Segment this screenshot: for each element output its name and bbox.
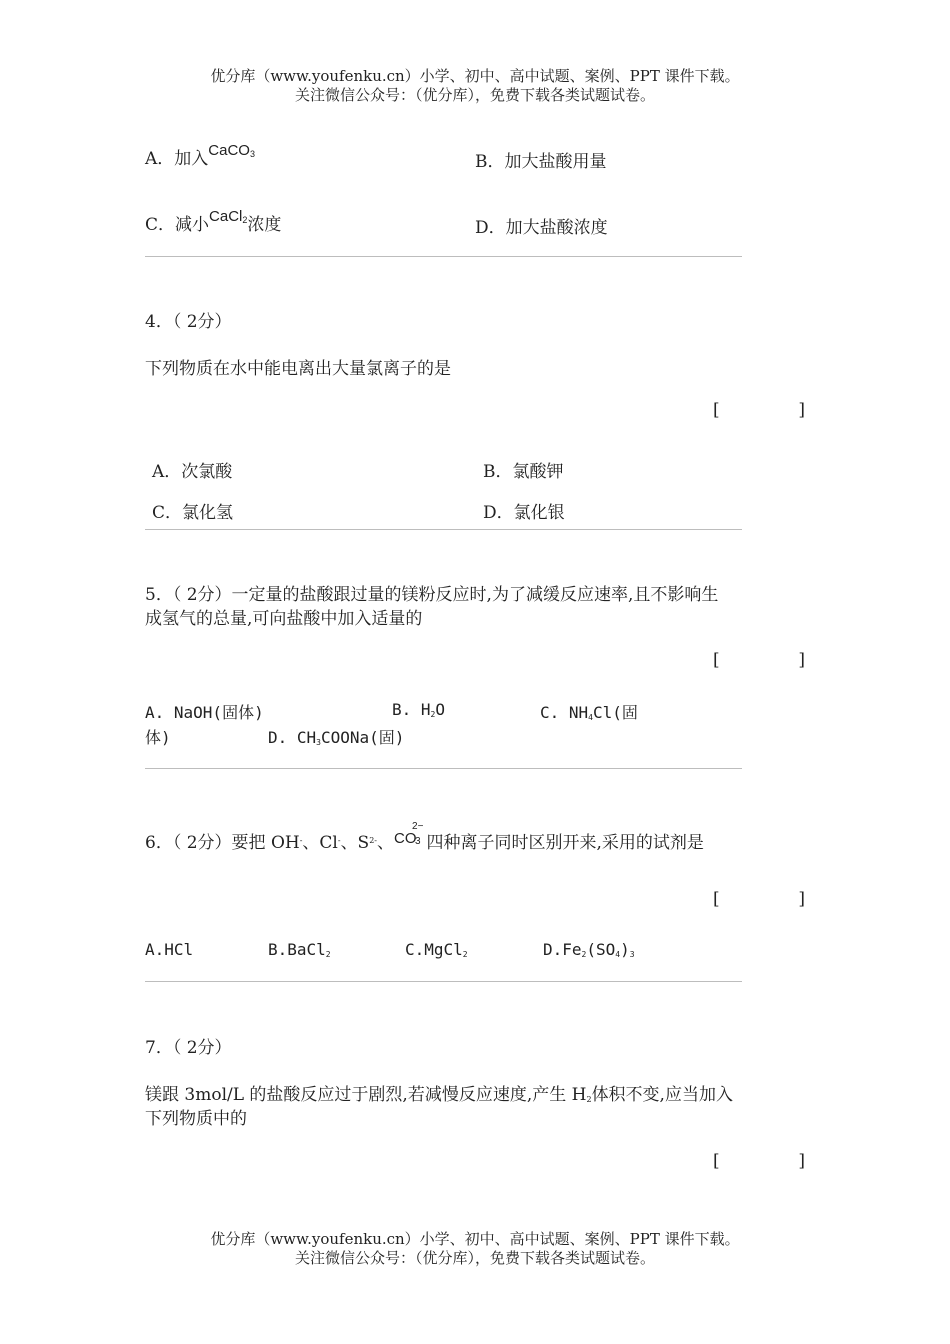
formula-subscript: 2	[242, 215, 248, 225]
bracket-open: [	[713, 650, 720, 670]
q3-option-a-label: A．加入	[145, 149, 209, 169]
formula-text: CO	[394, 830, 417, 847]
formula-text: (SO	[586, 940, 616, 959]
q5-stem-line-2: 成氢气的总量,可向盐酸中加入适量的	[145, 609, 423, 629]
q6-stem-text: 6．（ 2分）要把 OH	[145, 833, 300, 853]
ion-charge: 2−	[412, 821, 424, 832]
q6-option-c-label: C.MgCl	[405, 940, 463, 959]
header-line-2: 关注微信公众号：（优分库），免费下载各类试题试卷。	[294, 86, 655, 104]
q7-stem-line-1	[145, 1080, 733, 1105]
q5-option-d	[268, 725, 404, 748]
formula-text: O	[435, 700, 445, 719]
formula-subscript: 2	[430, 710, 436, 719]
formula-subscript: 3	[415, 836, 421, 847]
footer-line-2: 关注微信公众号：（优分库），免费下载各类试题试卷。	[294, 1249, 655, 1267]
q4-option-b: B．氯酸钾	[483, 462, 564, 482]
bracket-close: ]	[798, 400, 805, 420]
formula-subscript: 3	[249, 149, 255, 159]
q3-option-d: D．加大盐酸浓度	[475, 218, 608, 238]
q4-option-a: A．次氯酸	[152, 462, 233, 482]
q5-stem-line-1: 5．（ 2分）一定量的盐酸跟过量的镁粉反应时,为了减缓反应速率,且不影响生	[145, 585, 719, 605]
q3-option-b: B．加大盐酸用量	[475, 152, 607, 172]
formula-text: CaCl	[209, 208, 243, 225]
formula-subscript: 4	[588, 713, 593, 722]
q7-stem-text: 镁跟 3mol/L 的盐酸反应过于剧烈,若减慢反应速度,产生 H	[145, 1085, 587, 1105]
q7-answer-bracket	[713, 1151, 805, 1171]
formula-text: CaCO	[208, 142, 250, 159]
q6-option-b-label: B.BaCl	[268, 940, 326, 959]
q5-option-b	[392, 700, 445, 719]
header-line-1: 优分库（www.youfenku.cn）小学、初中、高中试题、案例、PPT 课件下载。	[210, 67, 740, 85]
q4-answer-bracket	[713, 400, 805, 420]
formula-subscript: 2	[462, 950, 468, 959]
ion-charge: -	[337, 836, 341, 845]
q6-stem-text: 、S	[340, 833, 370, 853]
q6-option-a: A.HCl	[145, 940, 194, 959]
ion-charge: -	[299, 836, 303, 845]
q5-option-b-label: B. H	[392, 700, 431, 719]
formula-text: Cl(固	[593, 703, 638, 722]
divider	[145, 768, 742, 769]
q3-option-a	[145, 142, 255, 169]
q6-option-c	[405, 940, 468, 959]
bracket-open: [	[713, 1151, 720, 1171]
q5-option-c-label: C. NH	[540, 703, 589, 722]
q3-option-c	[145, 208, 281, 235]
q7-stem-text: 体积不变,应当加入	[591, 1085, 733, 1105]
bracket-close: ]	[798, 889, 805, 909]
q6-option-b	[268, 940, 331, 959]
divider	[145, 256, 742, 257]
q5-option-d-label: D. CH	[268, 728, 317, 747]
footer-line-1: 优分库（www.youfenku.cn）小学、初中、高中试题、案例、PPT 课件下载。	[210, 1230, 740, 1248]
q7-number: 7．（ 2分）	[145, 1038, 232, 1058]
q5-option-a: A. NaOH(固体)	[145, 703, 264, 722]
q3-option-c-formula	[209, 208, 247, 225]
q6-option-d	[543, 940, 635, 959]
q5-answer-bracket	[713, 650, 805, 670]
formula-subscript: 3	[629, 950, 635, 959]
bracket-open: [	[713, 400, 720, 420]
formula-text: )	[620, 940, 630, 959]
q3-option-a-formula	[208, 142, 255, 159]
q4-option-d: D．氯化银	[483, 503, 565, 523]
q3-option-c-suffix: 浓度	[247, 215, 282, 235]
q4-number: 4．（ 2分）	[145, 312, 232, 332]
formula-text: COONa(固)	[321, 728, 405, 747]
formula-subscript: 3	[316, 738, 321, 747]
formula-subscript: 2	[581, 950, 587, 959]
bracket-open: [	[713, 889, 720, 909]
q5-option-c-continued: 体)	[145, 728, 171, 747]
formula-subscript: 2	[325, 950, 331, 959]
q6-stem-text: 、	[377, 833, 395, 853]
formula-subscript: 2	[586, 1095, 592, 1104]
divider	[145, 529, 742, 530]
formula-subscript: 4	[615, 950, 621, 959]
carbonate-ion-formula	[394, 821, 424, 847]
q4-stem: 下列物质在水中能电离出大量氯离子的是	[145, 359, 451, 379]
q5-option-c	[540, 700, 638, 723]
q7-stem-line-2: 下列物质中的	[145, 1109, 247, 1129]
q3-option-c-label: C．减小	[145, 215, 210, 235]
q6-stem	[145, 821, 704, 853]
ion-charge: 2-	[369, 836, 378, 845]
divider	[145, 981, 742, 982]
q6-answer-bracket	[713, 889, 805, 909]
q6-stem-text: 四种离子同时区别开来,采用的试剂是	[426, 833, 704, 853]
bracket-close: ]	[798, 650, 805, 670]
q6-stem-text: 、Cl	[302, 833, 338, 853]
q6-option-d-label: D.Fe	[543, 940, 582, 959]
bracket-close: ]	[798, 1151, 805, 1171]
q4-option-c: C．氯化氢	[152, 503, 234, 523]
